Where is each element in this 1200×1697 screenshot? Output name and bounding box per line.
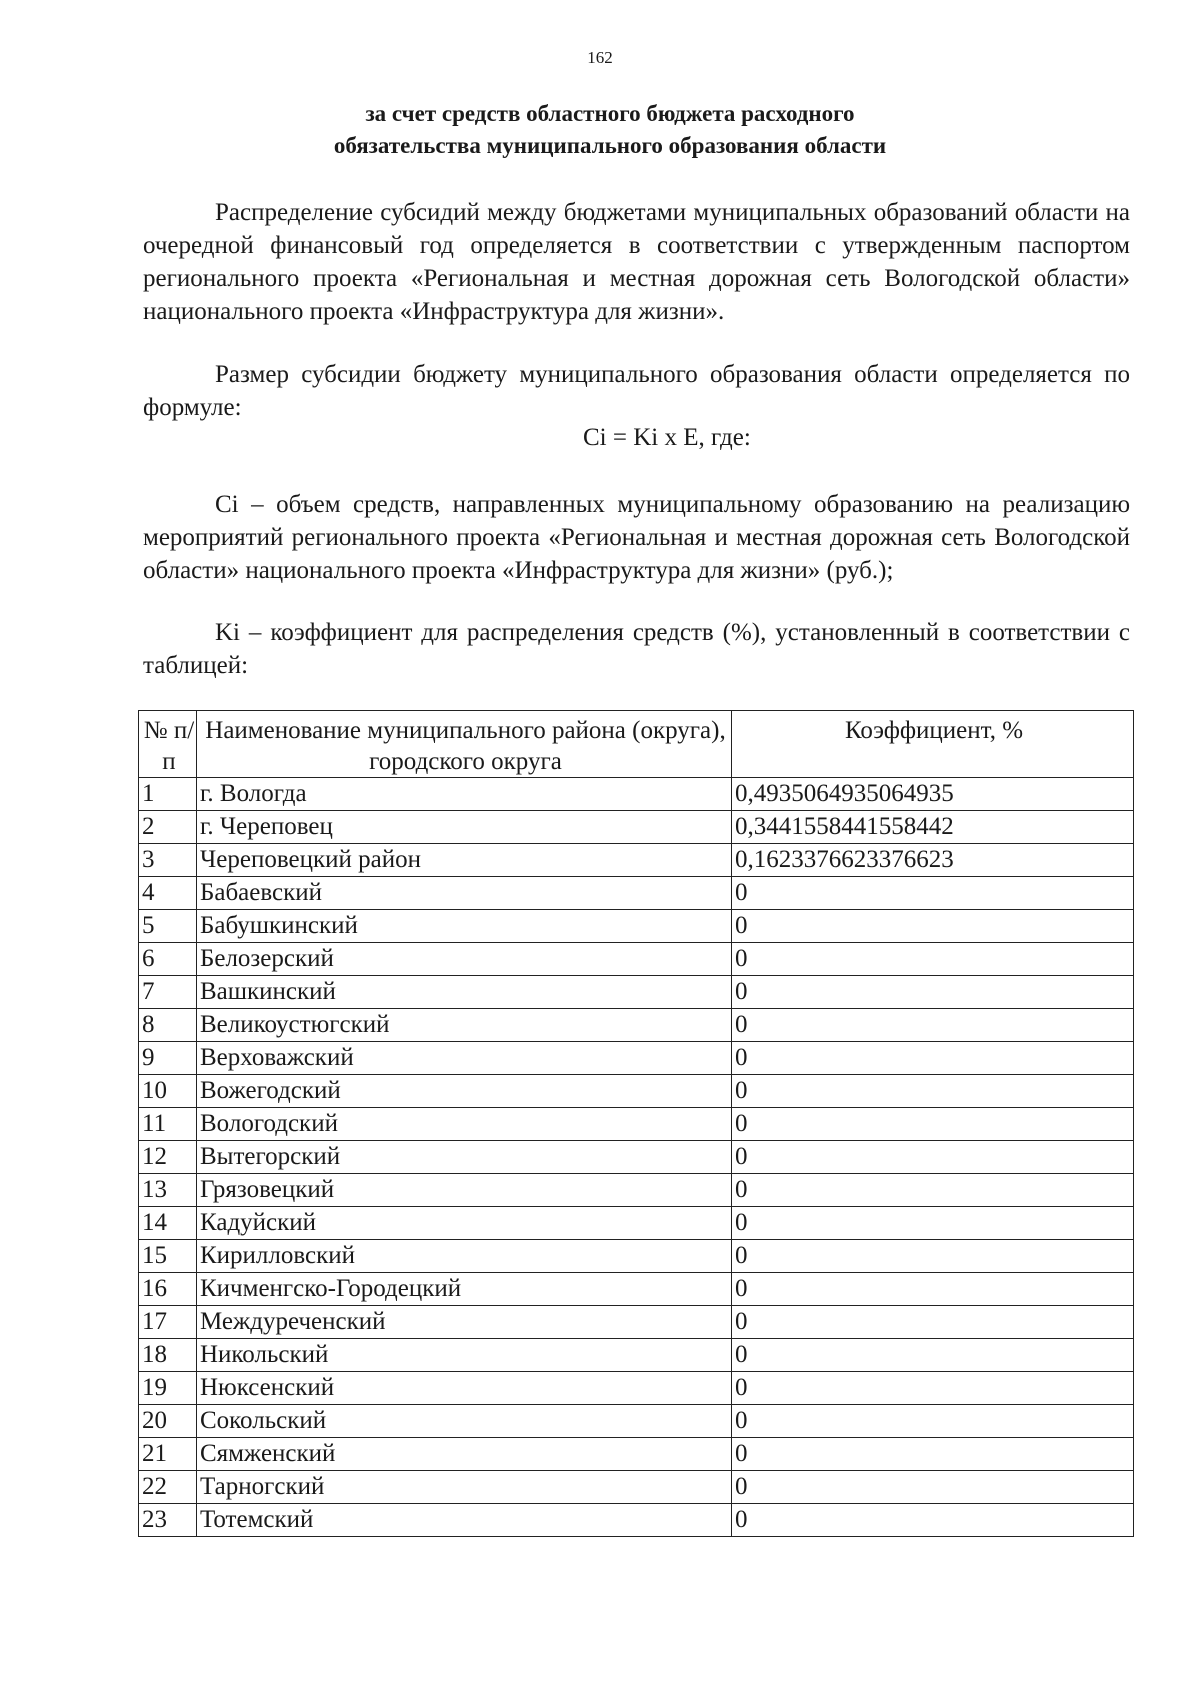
table-row <box>139 1405 1134 1438</box>
municipality-name: Кичменгско-Городецкий <box>197 1273 732 1306</box>
row-number: 8 <box>139 1009 197 1042</box>
table-row <box>139 1372 1134 1405</box>
heading-line-1: за счет средств областного бюджета расходного <box>365 101 855 126</box>
table-row <box>139 1339 1134 1372</box>
table-row <box>139 943 1134 976</box>
municipality-name: Тотемский <box>197 1504 732 1537</box>
coefficient-value: 0 <box>732 943 1134 976</box>
row-number: 15 <box>139 1240 197 1273</box>
municipality-name: Вожегодский <box>197 1075 732 1108</box>
table-row <box>139 811 1134 844</box>
table-row <box>139 1273 1134 1306</box>
coefficient-value: 0 <box>732 1141 1134 1174</box>
table-row <box>139 1438 1134 1471</box>
row-number: 16 <box>139 1273 197 1306</box>
table-row <box>139 1042 1134 1075</box>
table-row <box>139 1240 1134 1273</box>
coefficient-value: 0 <box>732 877 1134 910</box>
municipality-name: Нюксенский <box>197 1372 732 1405</box>
municipality-name: г. Вологда <box>197 778 732 811</box>
header-coefficient: Коэффициент, % <box>732 711 1134 778</box>
table-header-row <box>139 711 1134 778</box>
row-number: 7 <box>139 976 197 1009</box>
row-number: 3 <box>139 844 197 877</box>
table-row <box>139 1174 1134 1207</box>
coefficient-value: 0 <box>732 1042 1134 1075</box>
row-number: 21 <box>139 1438 197 1471</box>
heading-line-2: обязательства муниципального образования области <box>333 133 887 158</box>
table-row <box>139 778 1134 811</box>
coefficient-value: 0 <box>732 1273 1134 1306</box>
row-number: 13 <box>139 1174 197 1207</box>
table-row <box>139 1141 1134 1174</box>
municipality-name: Сокольский <box>197 1405 732 1438</box>
paragraph-text: Ki – коэффициент для распределения средств (%), установленный в соответствии с таблицей: <box>143 619 1130 679</box>
municipality-name: Череповецкий район <box>197 844 732 877</box>
municipality-name: Междуреченский <box>197 1306 732 1339</box>
row-number: 9 <box>139 1042 197 1075</box>
table-row <box>139 1009 1134 1042</box>
coefficient-value: 0 <box>732 1108 1134 1141</box>
municipality-name: Грязовецкий <box>197 1174 732 1207</box>
coefficient-value: 0 <box>732 1471 1134 1504</box>
row-number: 12 <box>139 1141 197 1174</box>
row-number: 20 <box>139 1405 197 1438</box>
row-number: 2 <box>139 811 197 844</box>
row-number: 14 <box>139 1207 197 1240</box>
coefficient-value: 0 <box>732 1009 1134 1042</box>
row-number: 11 <box>139 1108 197 1141</box>
municipality-name: Вытегорский <box>197 1141 732 1174</box>
municipality-name: Тарногский <box>197 1471 732 1504</box>
row-number: 23 <box>139 1504 197 1537</box>
coefficient-value: 0 <box>732 1504 1134 1537</box>
row-number: 6 <box>139 943 197 976</box>
row-number: 4 <box>139 877 197 910</box>
municipality-name: Никольский <box>197 1339 732 1372</box>
municipality-name: Бабушкинский <box>197 910 732 943</box>
table-row <box>139 877 1134 910</box>
paragraph-text: Ci – объем средств, направленных муниципальному образованию на реализацию мероприятий регионального проекта «Региональная и местная дорожная сеть Вологодской области» национального проекта «Инфраструктура для жизни» (руб.); <box>143 491 1130 584</box>
municipality-name: Бабаевский <box>197 877 732 910</box>
table-row <box>139 1504 1134 1537</box>
municipality-name: Верховажский <box>197 1042 732 1075</box>
coefficient-value: 0 <box>732 1207 1134 1240</box>
coefficient-value: 0 <box>732 1174 1134 1207</box>
paragraph-distribution <box>143 196 1130 328</box>
coefficient-value: 0 <box>732 1240 1134 1273</box>
row-number: 1 <box>139 778 197 811</box>
coefficient-value: 0 <box>732 1306 1134 1339</box>
paragraph-subsidy-size <box>143 358 1130 424</box>
paragraph-text: Распределение субсидий между бюджетами муниципальных образований области на очередной финансовый год определяется в соответствии с утвержденным паспортом регионального проекта «Региональная и местная дорожная сеть Вологодской области» национального проекта «Инфраструктура для жизни». <box>143 199 1130 325</box>
municipality-name: Великоустюгский <box>197 1009 732 1042</box>
coefficient-table <box>138 710 1134 1537</box>
table-row <box>139 844 1134 877</box>
municipality-name: Кадуйский <box>197 1207 732 1240</box>
coefficient-value: 0 <box>732 976 1134 1009</box>
coefficient-value: 0,3441558441558442 <box>732 811 1134 844</box>
table-row <box>139 1108 1134 1141</box>
coefficient-value: 0,4935064935064935 <box>732 778 1134 811</box>
table-row <box>139 976 1134 1009</box>
table-row <box>139 910 1134 943</box>
table-row <box>139 1471 1134 1504</box>
coefficient-value: 0 <box>732 1405 1134 1438</box>
row-number: 19 <box>139 1372 197 1405</box>
municipality-name: Вашкинский <box>197 976 732 1009</box>
municipality-name: г. Череповец <box>197 811 732 844</box>
row-number: 5 <box>139 910 197 943</box>
header-municipality: Наименование муниципального района (округа), городского округа <box>197 711 732 778</box>
coefficient-value: 0 <box>732 1372 1134 1405</box>
coefficient-value: 0 <box>732 1438 1134 1471</box>
section-heading <box>180 98 1040 162</box>
paragraph-text: Размер субсидии бюджету муниципального образования области определяется по формуле: <box>143 361 1130 421</box>
coefficient-value: 0 <box>732 1075 1134 1108</box>
header-number: № п/п <box>139 711 197 778</box>
municipality-name: Белозерский <box>197 943 732 976</box>
municipality-name: Вологодский <box>197 1108 732 1141</box>
municipality-name: Сямженский <box>197 1438 732 1471</box>
coefficient-value: 0 <box>732 910 1134 943</box>
table-row <box>139 1306 1134 1339</box>
coefficient-value: 0 <box>732 1339 1134 1372</box>
table-row <box>139 1207 1134 1240</box>
page-number: 162 <box>587 48 613 67</box>
formula: Ci = Ki x E, где: <box>583 424 751 451</box>
paragraph-ci-definition <box>143 488 1130 587</box>
table-body <box>139 778 1134 1537</box>
paragraph-ki-definition <box>143 616 1130 682</box>
row-number: 22 <box>139 1471 197 1504</box>
municipality-name: Кирилловский <box>197 1240 732 1273</box>
row-number: 18 <box>139 1339 197 1372</box>
row-number: 10 <box>139 1075 197 1108</box>
row-number: 17 <box>139 1306 197 1339</box>
table-row <box>139 1075 1134 1108</box>
coefficient-value: 0,1623376623376623 <box>732 844 1134 877</box>
